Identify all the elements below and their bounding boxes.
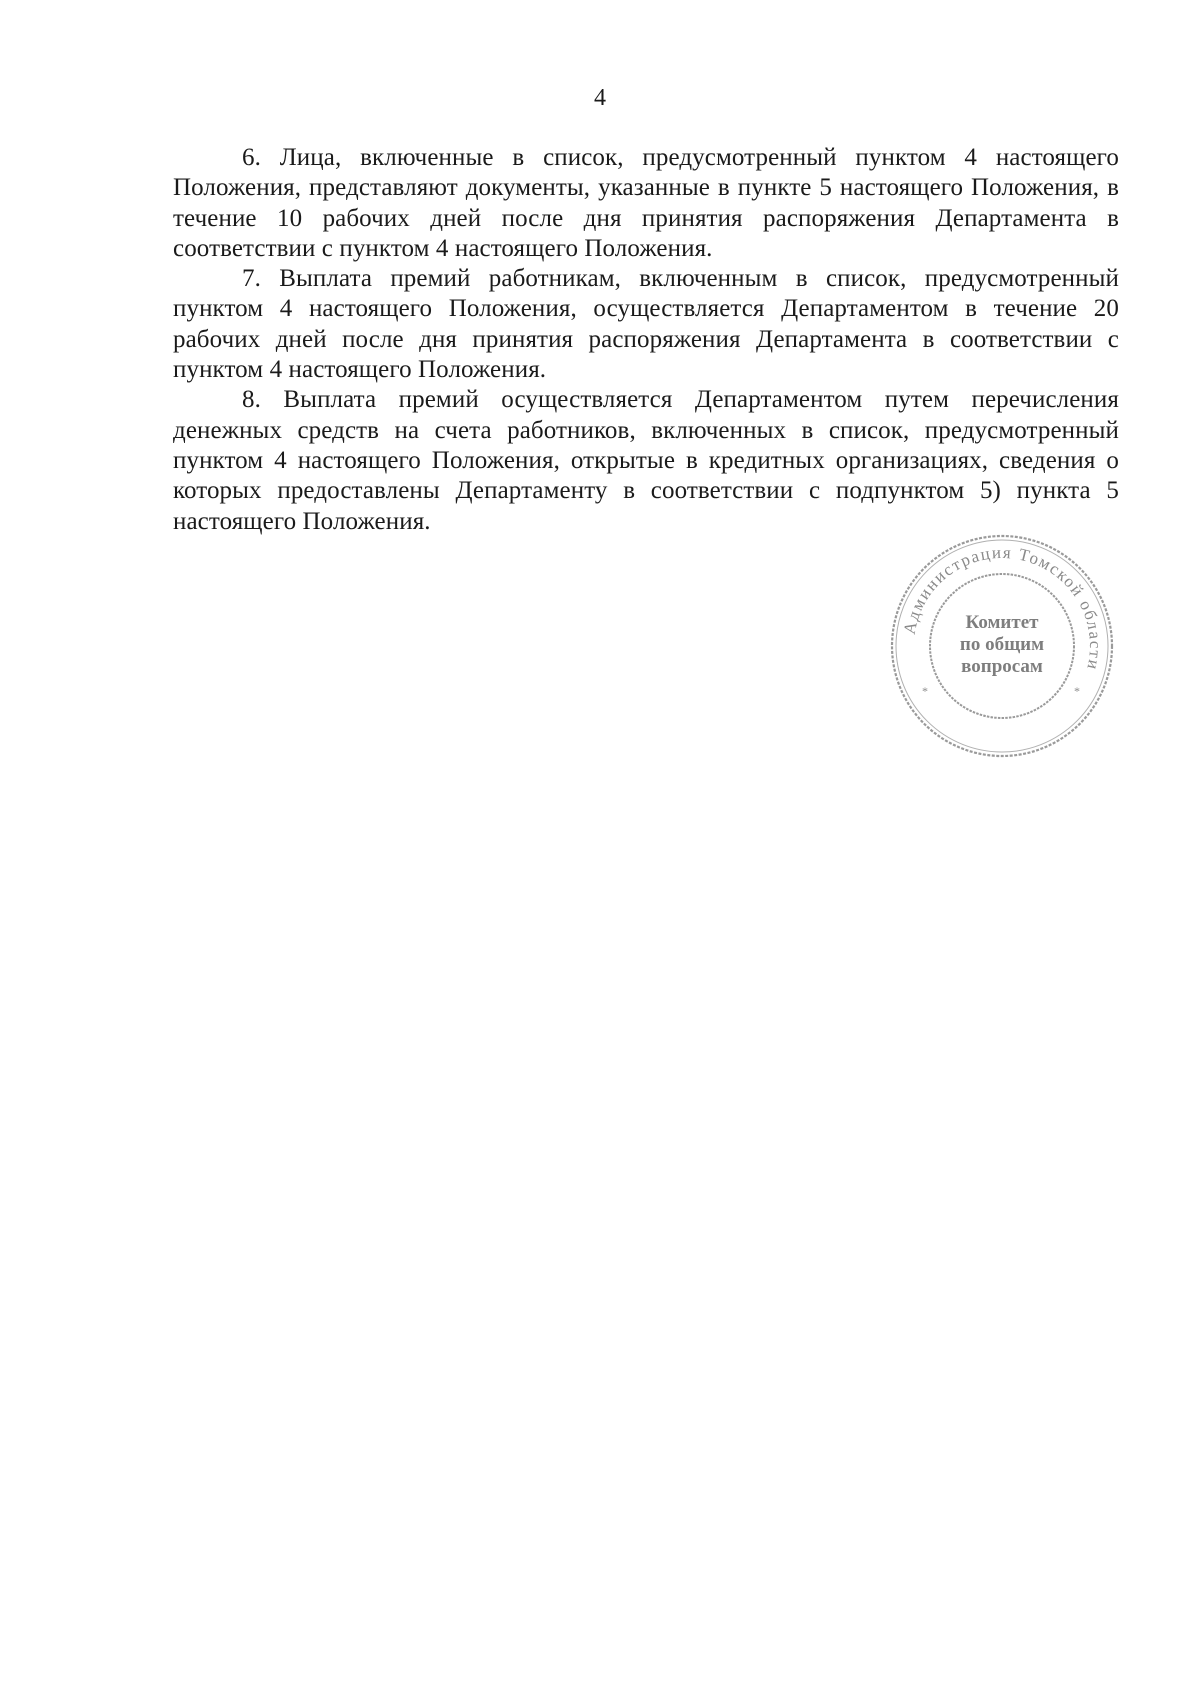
paragraph-7: 7. Выплата премий работникам, включенным в список, предусмотренный пунктом 4 настоящего Положения, осуществляется Департаментом в течение 20 рабочих дней после дня принятия распоряжения Департамента в соответствии с пунктом 4 настоящего Положения. bbox=[173, 265, 1119, 384]
stamp-ring-text: Администрация Томской области bbox=[899, 542, 1106, 673]
stamp-seal-icon bbox=[886, 530, 1118, 762]
paragraph-8: 8. Выплата премий осуществляется Департаментом путем перечисления денежных средств на счета работников, включенных в список, предусмотренный пунктом 4 настоящего Положения, открытые в кредитных организациях, сведения о которых предоставлены Департаменту в соответствии с подпунктом 5) пункта 5 настоящего Положения. bbox=[173, 386, 1119, 535]
page-number: 4 bbox=[594, 85, 606, 111]
official-stamp bbox=[886, 530, 1118, 762]
paragraph-6: 6. Лица, включенные в список, предусмотренный пунктом 4 настоящего Положения, представляют документы, указанные в пункте 5 настоящего Положения, в течение 10 рабочих дней после дня принятия распоряжения Департамента в соответствии с пунктом 4 настоящего Положения. bbox=[173, 144, 1119, 262]
stamp-line-3: вопросам bbox=[961, 656, 1043, 677]
svg-text:*: * bbox=[922, 684, 928, 698]
svg-text:*: * bbox=[1074, 684, 1080, 698]
stamp-line-1: Комитет bbox=[965, 612, 1039, 633]
document-body bbox=[173, 143, 1119, 537]
stamp-line-2: по общим bbox=[959, 634, 1045, 655]
